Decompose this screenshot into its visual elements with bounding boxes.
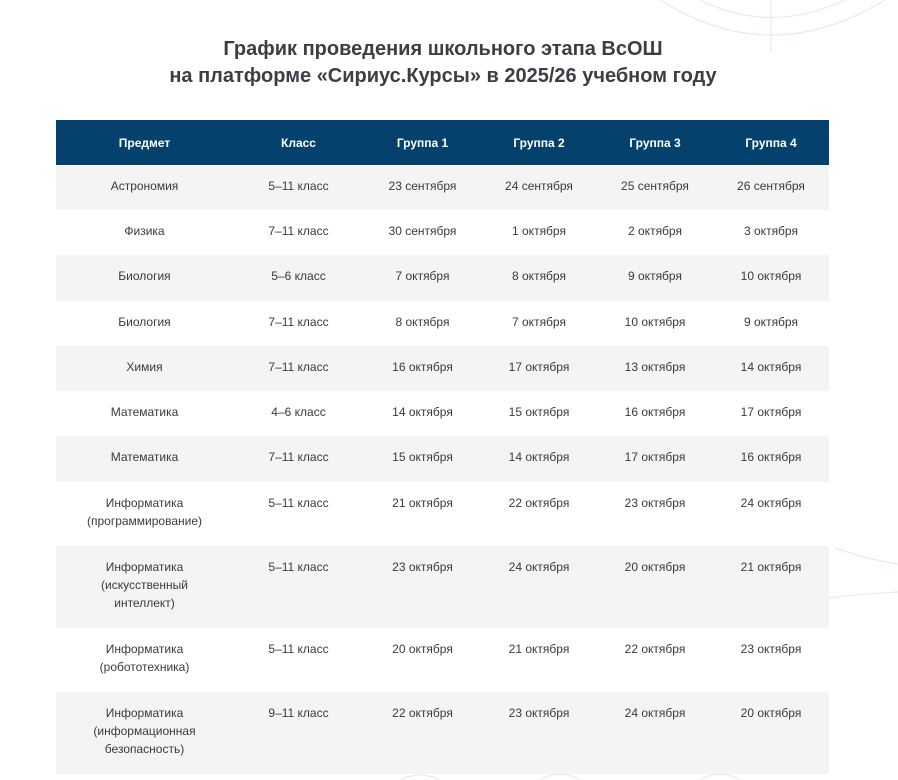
header-group-1: Группа 1 (364, 120, 481, 165)
subject-line: Математика (110, 450, 179, 464)
subject-line: (робототехника) (99, 660, 190, 674)
cell-group-2: 17 октября (481, 346, 597, 391)
cell-group-2: 23 октября (481, 692, 597, 774)
cell-group-4: 26 сентября (713, 165, 829, 210)
cell-group-2: 14 октября (481, 436, 597, 482)
cell-subject (56, 301, 233, 346)
cell-group-4: 17 октября (713, 391, 829, 436)
cell-group-1: 21 октября (364, 482, 481, 546)
cell-group-1: 22 октября (364, 692, 481, 774)
cell-grade: 5–11 класс (233, 546, 364, 628)
cell-subject (56, 391, 233, 436)
cell-group-4: 9 октября (713, 301, 829, 346)
cell-grade: 7–11 класс (233, 346, 364, 391)
cell-subject (56, 210, 233, 255)
table-row (56, 546, 829, 628)
cell-group-1: 23 сентября (364, 165, 481, 210)
cell-group-1: 23 октября (364, 546, 481, 628)
cell-group-1: 14 октября (364, 391, 481, 436)
cell-group-1: 7 октября (364, 255, 481, 301)
table-row (56, 210, 829, 255)
cell-grade: 5–11 класс (233, 628, 364, 692)
table-row (56, 301, 829, 346)
header-group-2: Группа 2 (481, 120, 597, 165)
table-row (56, 391, 829, 436)
title-line-2: на платформе «Сириус.Курсы» в 2025/26 учебном году (169, 65, 717, 87)
decor-arc-bottom-3 (700, 774, 740, 780)
subject-line: (информационная (93, 724, 196, 738)
header-group-3: Группа 3 (597, 120, 713, 165)
subject-line: Химия (126, 360, 163, 374)
cell-subject (56, 346, 233, 391)
cell-group-2: 22 октября (481, 482, 597, 546)
cell-group-3: 2 октября (597, 210, 713, 255)
header-group-4: Группа 4 (713, 120, 829, 165)
cell-grade: 5–11 класс (233, 165, 364, 210)
decor-arc-top (660, 0, 885, 35)
cell-group-4: 23 октября (713, 628, 829, 692)
table-header (56, 120, 829, 165)
cell-group-3: 16 октября (597, 391, 713, 436)
table-row (56, 255, 829, 301)
header-subject: Предмет (56, 120, 233, 165)
cell-grade: 5–6 класс (233, 255, 364, 301)
cell-group-4: 20 октября (713, 692, 829, 774)
cell-group-3: 24 октября (597, 692, 713, 774)
subject-line: Биология (118, 269, 171, 283)
schedule-table (56, 120, 829, 774)
table-row (56, 482, 829, 546)
cell-grade: 5–11 класс (233, 482, 364, 546)
cell-subject (56, 436, 233, 482)
cell-group-3: 13 октября (597, 346, 713, 391)
cell-group-1: 30 сентября (364, 210, 481, 255)
cell-group-4: 21 октября (713, 546, 829, 628)
cell-group-3: 25 сентября (597, 165, 713, 210)
subject-line: Информатика (105, 560, 184, 574)
table-body (56, 165, 829, 774)
page-title (0, 36, 886, 90)
header-grade: Класс (233, 120, 364, 165)
cell-group-2: 21 октября (481, 628, 597, 692)
cell-group-3: 9 октября (597, 255, 713, 301)
cell-grade: 4–6 класс (233, 391, 364, 436)
cell-group-4: 24 октября (713, 482, 829, 546)
cell-group-3: 10 октября (597, 301, 713, 346)
cell-group-3: 20 октября (597, 546, 713, 628)
cell-group-2: 1 октября (481, 210, 597, 255)
cell-subject (56, 165, 233, 210)
cell-group-3: 22 октября (597, 628, 713, 692)
cell-grade: 7–11 класс (233, 210, 364, 255)
cell-group-2: 15 октября (481, 391, 597, 436)
cell-subject (56, 546, 233, 628)
subject-line: (искусственный (101, 578, 188, 592)
table-row (56, 165, 829, 210)
subject-line: Физика (124, 224, 165, 238)
cell-group-2: 24 октября (481, 546, 597, 628)
cell-subject (56, 482, 233, 546)
cell-group-1: 16 октября (364, 346, 481, 391)
decor-curve-right (829, 592, 898, 598)
cell-group-2: 7 октября (481, 301, 597, 346)
table-row (56, 692, 829, 774)
decor-arc-top-inner (700, 0, 845, 18)
cell-group-2: 24 сентября (481, 165, 597, 210)
cell-group-1: 15 октября (364, 436, 481, 482)
subject-line: Информатика (105, 496, 184, 510)
cell-group-4: 16 октября (713, 436, 829, 482)
table-row (56, 346, 829, 391)
subject-line: Биология (118, 315, 171, 329)
subject-line: Астрономия (110, 179, 179, 193)
decor-arc-bottom-2 (540, 774, 580, 780)
table-row (56, 436, 829, 482)
subject-line: безопасность) (104, 742, 185, 756)
cell-group-3: 17 октября (597, 436, 713, 482)
header-row (56, 120, 829, 165)
cell-group-1: 20 октября (364, 628, 481, 692)
cell-group-4: 3 октября (713, 210, 829, 255)
cell-group-3: 23 октября (597, 482, 713, 546)
subject-line: интеллект) (114, 596, 175, 610)
cell-subject (56, 692, 233, 774)
cell-grade: 9–11 класс (233, 692, 364, 774)
cell-grade: 7–11 класс (233, 436, 364, 482)
cell-group-2: 8 октября (481, 255, 597, 301)
table-row (56, 628, 829, 692)
cell-grade: 7–11 класс (233, 301, 364, 346)
decor-arc-bottom-1 (400, 775, 440, 780)
subject-line: Информатика (105, 706, 184, 720)
cell-subject (56, 628, 233, 692)
title-line-1: График проведения школьного этапа ВсОШ (223, 38, 663, 60)
subject-line: (программирование) (86, 514, 203, 528)
decor-curve-right-2 (835, 548, 898, 564)
cell-subject (56, 255, 233, 301)
cell-group-1: 8 октября (364, 301, 481, 346)
cell-group-4: 10 октября (713, 255, 829, 301)
subject-line: Математика (110, 405, 179, 419)
cell-group-4: 14 октября (713, 346, 829, 391)
subject-line: Информатика (105, 642, 184, 656)
